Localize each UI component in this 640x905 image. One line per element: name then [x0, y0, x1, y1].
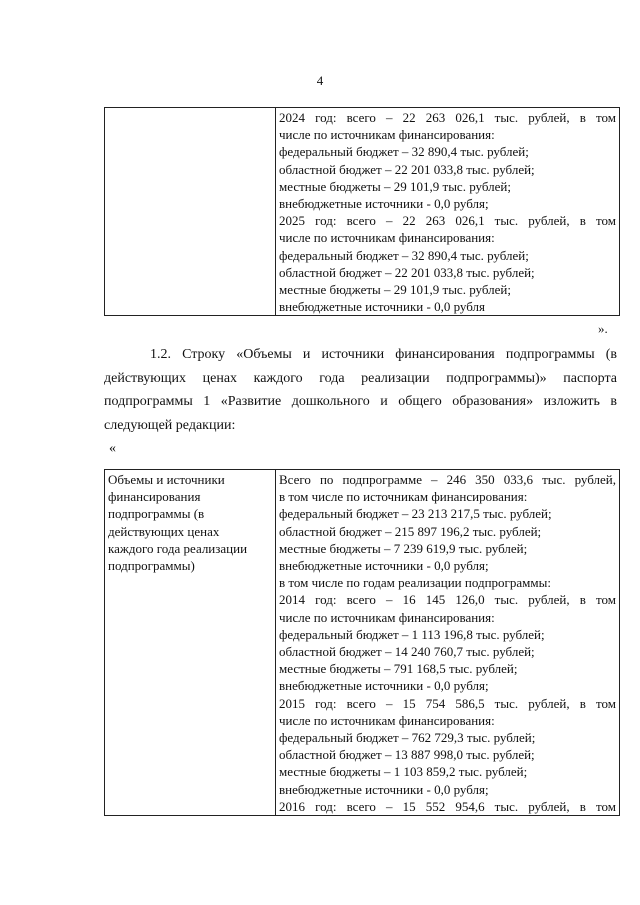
text-line: в том числе по годам реализации подпрограммы: — [279, 575, 551, 591]
text-line: областной бюджет – 22 201 033,8 тыс. рублей; — [279, 161, 535, 177]
amendment-paragraph — [104, 343, 617, 437]
paragraph-line: следующей редакции: — [104, 417, 236, 433]
funding-years-cell — [276, 108, 620, 316]
text-line: числе по источникам финансирования: — [279, 127, 495, 143]
text-line: внебюджетные источники - 0,0 рубля; — [279, 781, 489, 797]
paragraph-line: действующих ценах каждого года реализации подпрограммы)» паспорта — [104, 370, 617, 386]
text-line: 2016 год: всего – 15 552 954,6 тыс. рублей, в том — [279, 798, 616, 814]
table-row — [105, 470, 620, 816]
label-line: подпрограммы) — [108, 558, 195, 574]
text-line: местные бюджеты – 1 103 859,2 тыс. рублей; — [279, 764, 528, 780]
funding-label-cell — [105, 470, 276, 816]
text-line: областной бюджет – 14 240 760,7 тыс. рублей; — [279, 644, 535, 660]
text-line: местные бюджеты – 7 239 619,9 тыс. рублей; — [279, 540, 528, 556]
text-line: федеральный бюджет – 23 213 217,5 тыс. рублей; — [279, 506, 552, 522]
label-line: действующих ценах — [108, 523, 220, 539]
text-line: областной бюджет – 22 201 033,8 тыс. рублей; — [279, 264, 535, 280]
funding-table-continued — [104, 107, 620, 316]
text-line: местные бюджеты – 29 101,9 тыс. рублей; — [279, 178, 511, 194]
text-line: внебюджетные источники - 0,0 рубля; — [279, 558, 489, 574]
text-line: числе по источникам финансирования: — [279, 609, 495, 625]
text-line: федеральный бюджет – 1 113 196,8 тыс. рублей; — [279, 626, 545, 642]
text-line: внебюджетные источники - 0,0 рубля; — [279, 196, 489, 212]
text-line: 2024 год: всего – 22 263 026,1 тыс. рублей, в том — [279, 110, 616, 125]
closing-quote: ». — [598, 321, 608, 336]
text-line: числе по источникам финансирования: — [279, 230, 495, 246]
funding-table — [104, 469, 620, 816]
text-line: Всего по подпрограмме – 246 350 033,6 тыс. рублей, — [279, 472, 616, 487]
text-line: местные бюджеты – 29 101,9 тыс. рублей; — [279, 282, 511, 298]
text-line: 2025 год: всего – 22 263 026,1 тыс. рублей, в том — [279, 213, 616, 229]
label-line: подпрограммы (в — [108, 506, 205, 522]
page-number: 4 — [316, 73, 324, 88]
label-line: финансирования — [108, 489, 201, 505]
text-line: внебюджетные источники - 0,0 рубля — [279, 299, 485, 315]
label-line: каждого года реализации — [108, 540, 248, 556]
text-line: областной бюджет – 13 887 998,0 тыс. рублей; — [279, 747, 535, 763]
text-line: федеральный бюджет – 32 890,4 тыс. рублей; — [279, 247, 529, 263]
text-line: федеральный бюджет – 762 729,3 тыс. рублей; — [279, 730, 536, 746]
label-line: Объемы и источники — [108, 472, 225, 487]
empty-left-cell — [105, 108, 276, 316]
text-line: областной бюджет – 215 897 196,2 тыс. рублей; — [279, 523, 542, 539]
text-line: 2015 год: всего – 15 754 586,5 тыс. рублей, в том — [279, 695, 616, 711]
funding-amounts-cell — [276, 470, 620, 816]
table-row — [105, 108, 620, 316]
text-line: местные бюджеты – 791 168,5 тыс. рублей; — [279, 661, 518, 677]
paragraph-line: 1.2. Строку «Объемы и источники финансирования подпрограммы (в — [150, 347, 617, 362]
text-line: в том числе по источникам финансирования: — [279, 489, 528, 505]
text-line: 2014 год: всего – 16 145 126,0 тыс. рублей, в том — [279, 592, 616, 608]
text-line: числе по источникам финансирования: — [279, 712, 495, 728]
paragraph-line: подпрограммы 1 «Развитие дошкольного и общего образования» изложить в — [104, 394, 617, 409]
text-line: внебюджетные источники - 0,0 рубля; — [279, 678, 489, 694]
opening-quote: « — [109, 441, 116, 456]
text-line: федеральный бюджет – 32 890,4 тыс. рублей; — [279, 144, 529, 160]
